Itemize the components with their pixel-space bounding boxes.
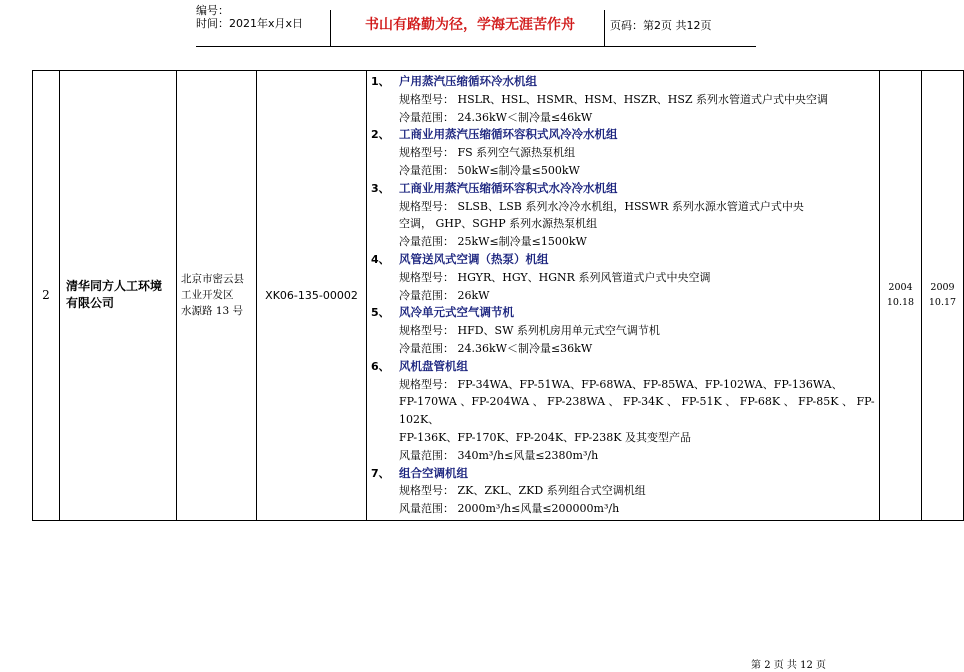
header-page-label: 页码：第2页 共12页	[610, 19, 712, 32]
product-item-name: 工商业用蒸汽压缩循环容积式水冷冷水机组	[399, 180, 618, 195]
product-item-detail: FP-136K、FP-170K、FP-204K、FP-238K 及其变型产品	[399, 430, 691, 444]
header-motto: 书山有路勤为径，学海无涯苦作舟	[365, 17, 575, 33]
header-divider	[604, 10, 605, 46]
product-item-number: 7、	[371, 466, 390, 480]
company-name-line: 清华同方人工环境	[66, 279, 163, 294]
product-item-number: 4、	[371, 252, 390, 266]
product-item-detail: FP-170WA 、FP-204WA 、 FP-238WA 、 FP-34K 、 FP-51K 、 FP-68K 、 FP-85K 、 FP-	[399, 395, 875, 409]
product-item-detail: 102K、	[399, 413, 440, 427]
company-name-cell	[60, 71, 177, 521]
product-item-title	[371, 180, 875, 198]
product-item-name: 组合空调机组	[399, 465, 468, 480]
table-row	[33, 71, 964, 521]
product-item-detail: 风量范围： 340m³/h≤风量≤2380m³/h	[399, 448, 599, 462]
address-line: 水源路 13 号	[181, 305, 244, 318]
issue-date-cell	[880, 71, 922, 521]
license-table	[32, 70, 964, 521]
expiry-date-monthday: 10.17	[928, 297, 957, 309]
product-item-detail: 规格型号： HGYR、HGY、HGNR 系列风管道式户式中央空调	[399, 270, 711, 284]
product-item-detail: 冷量范围： 26kW	[399, 288, 490, 302]
product-item-name: 风冷单元式空气调节机	[399, 305, 514, 320]
document-number-label: 编号：	[196, 4, 229, 17]
product-item-detail: 规格型号： SLSB、LSB 系列水冷冷水机组，HSSWR 系列水源水管道式户式中央	[399, 199, 804, 213]
expiry-date-year: 2009	[930, 282, 955, 294]
issue-date-year: 2004	[888, 282, 913, 294]
product-item-title	[371, 126, 875, 144]
product-item-number: 5、	[371, 306, 390, 320]
product-item-title	[371, 73, 875, 91]
product-item-detail: 规格型号： ZK、ZKL、ZKD 系列组合式空调机组	[399, 484, 646, 498]
product-item-name: 工商业用蒸汽压缩循环容积式风冷冷水机组	[399, 127, 618, 142]
product-item-title	[371, 358, 875, 376]
product-item-detail: 规格型号： FP-34WA、FP-51WA、FP-68WA、FP-85WA、FP-102WA、FP-136WA、	[399, 377, 843, 391]
page-footer: 第 2 页 共 12 页	[751, 660, 826, 671]
product-item-number: 6、	[371, 359, 390, 373]
row-index: 2	[33, 71, 60, 521]
address-line: 北京市密云县	[181, 273, 244, 286]
product-item-detail: 空调， GHP、SGHP 系列水源热泵机组	[399, 217, 598, 231]
product-item-number: 3、	[371, 181, 390, 195]
address-line: 工业开发区	[181, 289, 234, 302]
product-item-detail: 冷量范围： 24.36kW＜制冷量≤46kW	[399, 110, 593, 124]
product-list-cell	[367, 71, 880, 521]
document-time-label: 时间：2021年x月x日	[196, 17, 304, 30]
product-item-number: 1、	[371, 75, 390, 88]
address-cell	[177, 71, 257, 521]
header-rule	[196, 46, 756, 47]
header-divider	[330, 10, 331, 46]
product-item-name: 户用蒸汽压缩循环冷水机组	[399, 74, 537, 88]
license-number: XK06-135-00002	[257, 71, 367, 521]
product-item-detail: 冷量范围： 25kW≤制冷量≤1500kW	[399, 235, 587, 249]
product-item-title	[371, 251, 875, 269]
product-item-detail: 风量范围： 2000m³/h≤风量≤200000m³/h	[399, 502, 620, 516]
product-item-title	[371, 465, 875, 483]
header-meta	[196, 4, 303, 30]
company-name-line: 有限公司	[66, 296, 115, 311]
product-item-detail: 规格型号： HSLR、HSL、HSMR、HSM、HSZR、HSZ 系列水管道式户式中央空调	[399, 92, 829, 106]
product-item-name: 风机盘管机组	[399, 358, 468, 373]
product-item-number: 2、	[371, 128, 390, 142]
product-item-name: 风管送风式空调（热泵）机组	[399, 251, 549, 266]
expiry-date-cell	[922, 71, 964, 521]
product-item-detail: 冷量范围： 24.36kW＜制冷量≤36kW	[399, 341, 593, 355]
product-item-detail: 规格型号： HFD、SW 系列机房用单元式空气调节机	[399, 324, 660, 338]
product-item-detail: 冷量范围： 50kW≤制冷量≤500kW	[399, 163, 580, 177]
issue-date-monthday: 10.18	[886, 297, 915, 309]
product-item-title	[371, 304, 875, 322]
product-item-detail: 规格型号： FS 系列空气源热泵机组	[399, 146, 576, 160]
product-list	[371, 73, 875, 518]
